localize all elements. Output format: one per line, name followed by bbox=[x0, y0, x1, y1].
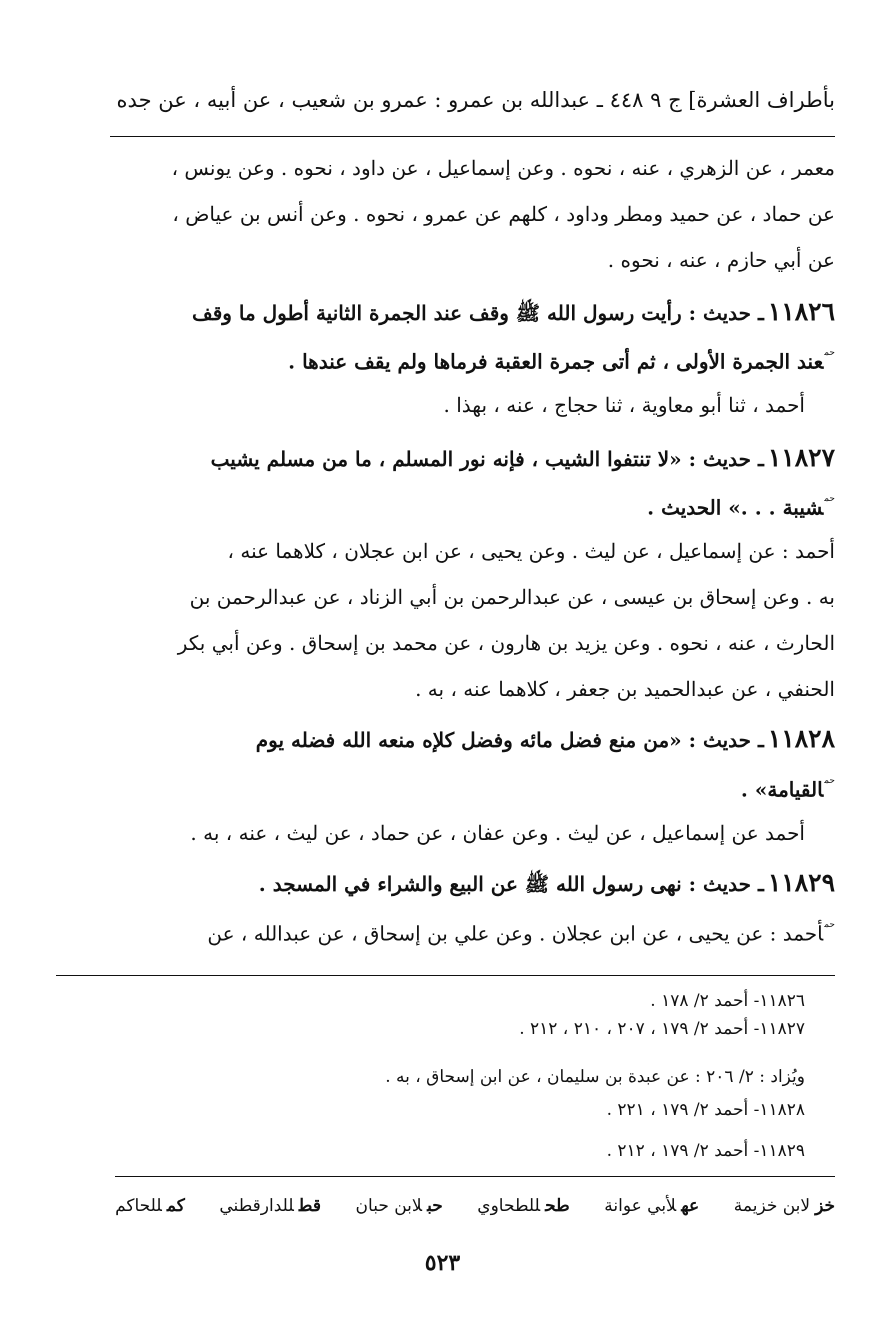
abbreviation-item bbox=[477, 1196, 569, 1216]
line-text: ـ حديث : «لا تنتفوا الشيب ، فإنه نور المسلم ، ما من مسلم يشيب bbox=[210, 447, 764, 471]
hadith-number: ١١٨٢٨ bbox=[767, 724, 835, 753]
text-line bbox=[118, 770, 835, 807]
line-text: ـ حديث : رأيت رسول الله ﷺ وقف عند الجمرة الثانية أطول ما وقف bbox=[191, 301, 764, 325]
abbreviation-label: لابن خزيمة bbox=[733, 1196, 811, 1216]
abbreviation-code: قط bbox=[298, 1196, 321, 1216]
abbreviation-code: حب bbox=[427, 1196, 443, 1216]
abbreviation-code: عه bbox=[681, 1196, 700, 1216]
line-text: أحمد : عن إسماعيل ، عن ليث . وعن يحيى ، عن ابن عجلان ، كلاهما عنه ، bbox=[227, 539, 835, 563]
footnote-rule bbox=[56, 975, 835, 976]
abbreviation-code: خز bbox=[815, 1196, 835, 1216]
abbreviation-label: للحاكم bbox=[115, 1196, 162, 1216]
hadith-heading-line bbox=[118, 722, 835, 757]
hadith-heading-line bbox=[118, 441, 835, 476]
line-text: أحمد ، ثنا أبو معاوية ، ثنا حجاج ، عنه ، بهذا . bbox=[443, 393, 805, 417]
source-mark: حم bbox=[824, 920, 835, 930]
line-text: شيبة . . .» الحديث . bbox=[647, 495, 824, 520]
line-text: ـ حديث : نهى رسول الله ﷺ عن البيع والشراء في المسجد . bbox=[258, 872, 764, 896]
abbreviation-item bbox=[115, 1196, 185, 1216]
source-mark: حم bbox=[824, 348, 835, 358]
footnote-line: ويُزاد : ٢/ ٢٠٦ : عن عبدة بن سليمان ، عن ابن إسحاق ، به . bbox=[385, 1067, 805, 1087]
footnote-line: ١١٨٢٩- أحمد ٢/ ١٧٩ ، ٢١٢ . bbox=[606, 1141, 805, 1161]
hadith-number: ١١٨٢٩ bbox=[767, 868, 835, 897]
source-mark: حم bbox=[824, 776, 835, 786]
text-line bbox=[118, 197, 835, 231]
line-text: معمر ، عن الزهري ، عنه ، نحوه . وعن إسماعيل ، عن داود ، نحوه . وعن يونس ، bbox=[171, 156, 835, 180]
hadith-number: ١١٨٢٧ bbox=[767, 443, 835, 472]
running-header bbox=[110, 88, 835, 124]
text-line bbox=[118, 914, 835, 951]
text-line bbox=[118, 626, 835, 660]
abbreviation-item bbox=[356, 1196, 443, 1216]
text-line bbox=[118, 580, 835, 614]
line-text: أحمد عن إسماعيل ، عن ليث . وعن عفان ، عن حماد ، عن ليث ، عنه ، به . bbox=[190, 821, 805, 845]
abbreviation-item bbox=[219, 1196, 321, 1216]
line-text: الحارث ، عنه ، نحوه . وعن يزيد بن هارون ، عن محمد بن إسحاق . وعن أبي بكر bbox=[177, 631, 835, 655]
abbreviation-rule bbox=[115, 1176, 835, 1177]
line-text: الحنفي ، عن عبدالحميد بن جعفر ، كلاهما عنه ، به . bbox=[415, 677, 835, 701]
line-text: عن أبي حازم ، عنه ، نحوه . bbox=[607, 248, 835, 272]
header-text: بأطراف العشرة] ج ٩ ٤٤٨ ـ عبدالله بن عمرو : عمرو بن شعيب ، عن أبيه ، عن جده bbox=[116, 88, 835, 112]
text-line bbox=[118, 534, 835, 568]
text-line bbox=[118, 151, 835, 185]
line-text: عن حماد ، عن حميد ومطر وداود ، كلهم عن عمرو ، نحوه . وعن أنس بن عياض ، bbox=[172, 202, 835, 226]
footnote-line: ١١٨٢٦- أحمد ٢/ ١٧٨ . bbox=[650, 991, 805, 1011]
abbreviation-code: كم bbox=[166, 1196, 185, 1216]
text-line bbox=[118, 388, 805, 422]
page-number: ٥٢٣ bbox=[424, 1250, 461, 1276]
footnote-line: ١١٨٢٧- أحمد ٢/ ١٧٩ ، ٢٠٧ ، ٢١٠ ، ٢١٢ . bbox=[519, 1019, 805, 1039]
text-line bbox=[118, 243, 835, 277]
abbreviation-label: لابن حبان bbox=[355, 1196, 423, 1216]
hadith-heading-line bbox=[118, 295, 835, 330]
source-mark: حم bbox=[824, 494, 835, 504]
hadith-heading-line bbox=[118, 866, 835, 901]
line-text: به . وعن إسحاق بن عيسى ، عن عبدالرحمن بن أبي الزناد ، عن عبدالرحمن بن bbox=[189, 585, 835, 609]
footnote-line: ١١٨٢٨- أحمد ٢/ ١٧٩ ، ٢٢١ . bbox=[606, 1100, 805, 1120]
line-text: أحمد : عن يحيى ، عن ابن عجلان . وعن علي بن إسحاق ، عن عبدالله ، عن bbox=[207, 921, 824, 946]
text-line bbox=[118, 488, 835, 525]
line-text: ـ حديث : «من منع فضل مائه وفضل كلإه منعه الله فضله يوم bbox=[255, 728, 764, 752]
text-line bbox=[118, 672, 835, 706]
abbreviation-item bbox=[734, 1196, 835, 1216]
line-text: عند الجمرة الأولى ، ثم أتى جمرة العقبة فرماها ولم يقف عندها . bbox=[288, 349, 824, 374]
abbreviation-label: للدارقطني bbox=[219, 1196, 294, 1216]
abbreviation-code: طح bbox=[545, 1196, 570, 1216]
header-rule bbox=[110, 136, 835, 137]
text-line bbox=[118, 342, 835, 379]
abbreviation-label: لأبي عوانة bbox=[604, 1196, 677, 1216]
text-line bbox=[118, 816, 805, 850]
abbreviation-item bbox=[604, 1196, 699, 1216]
abbreviation-label: للطحاوي bbox=[477, 1196, 541, 1216]
abbreviation-key bbox=[115, 1196, 835, 1216]
hadith-number: ١١٨٢٦ bbox=[767, 297, 835, 326]
line-text: القيامة» . bbox=[740, 777, 824, 802]
